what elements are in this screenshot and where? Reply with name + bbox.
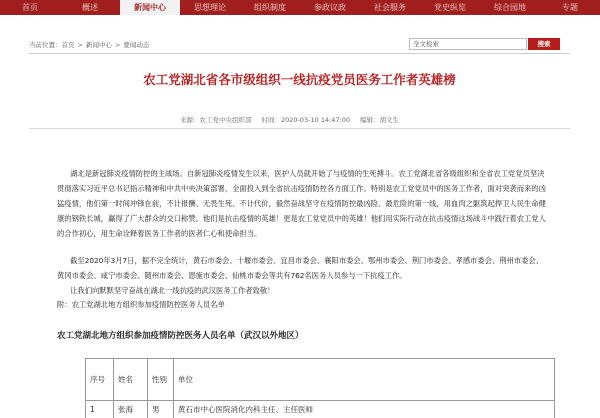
breadcrumb-item-news[interactable]: 要闻动态 bbox=[123, 41, 150, 49]
column-header-unit: 单位 bbox=[174, 359, 555, 401]
breadcrumb bbox=[29, 40, 149, 49]
breadcrumb-bar bbox=[29, 36, 570, 54]
nav-item-9[interactable]: 专题 bbox=[562, 3, 578, 12]
nav-item-8[interactable]: 综合园地 bbox=[494, 3, 526, 12]
column-header-sex: 性别 bbox=[148, 359, 174, 401]
column-header-index: 序号 bbox=[86, 359, 114, 401]
cell-unit: 黄石市中心医院消化内科主任、主任医师 bbox=[174, 401, 555, 418]
article-title: 农工党湖北省各市级组织一线抗疫党员医务工作者英雄榜 bbox=[143, 72, 456, 87]
members-table bbox=[85, 358, 555, 418]
top-navigation bbox=[0, 0, 600, 15]
column-header-name: 姓名 bbox=[114, 359, 148, 401]
list-heading: 农工党湖北地方组织参加疫情防控医务人员名单（武汉以外地区） bbox=[57, 331, 304, 341]
search-input[interactable]: 全文检索 bbox=[409, 38, 527, 50]
article-paragraph: 截至2020年3月7日，据不完全统计，黄石市委会、十堰市委会、宜昌市委会、襄阳市委会、鄂州市委会、荆门市委会、孝感市委会、荆州市委会、黄冈市委会、咸宁市委会、随州市委会、恩施市委会、仙桃市委会等共有762名医务人员参与一下抗疫工作。 bbox=[57, 256, 544, 280]
cell-index: 1 bbox=[86, 401, 114, 418]
article-time: 时间：2020-03-10 14:47:00 bbox=[261, 116, 351, 124]
article-editor: 编辑：胡文生 bbox=[360, 116, 400, 124]
nav-item-6[interactable]: 社会服务 bbox=[374, 3, 406, 12]
search-button[interactable]: 搜索 bbox=[528, 38, 560, 50]
breadcrumb-item-home[interactable]: 首页 bbox=[61, 41, 75, 49]
breadcrumb-separator: > bbox=[114, 40, 121, 49]
nav-item-4[interactable]: 组织制度 bbox=[254, 3, 286, 12]
table-row bbox=[86, 401, 555, 418]
article-meta bbox=[180, 115, 399, 124]
nav-item-7[interactable]: 党史纵览 bbox=[434, 3, 466, 12]
article-paragraph: 让我们向默默坚守奋战在湖北一线抗疫的武汉医务工作者致敬！ bbox=[70, 286, 275, 295]
breadcrumb-item-news-center[interactable]: 新闻中心 bbox=[85, 41, 112, 49]
nav-item-5[interactable]: 参政议政 bbox=[314, 3, 346, 12]
breadcrumb-separator: > bbox=[77, 40, 83, 49]
nav-item-1[interactable]: 概述 bbox=[82, 3, 98, 12]
divider bbox=[29, 128, 570, 129]
nav-item-2[interactable]: 新闻中心 bbox=[120, 0, 180, 15]
article-paragraph: 湖北是新冠肺炎疫情防控的主战场。自新冠肺炎疫情发生以来，医护人员就开始了与疫情的生死搏斗。农工党湖北省各级组织和全省农工党党员坚决贯彻落实习近平总书记指示精神和中共中央决策部署，全面投入到全省抗击疫情防控各方面工作。特别是农工党党员中的医务工作者，面对突袭而来的凶猛疫情，他们第一时间冲锋在前，不计报酬、无畏生死、不计代价，毅然奋战坚守在疫情防控最凶险、最危险的第一线，用血肉之躯筑起捍卫人民生命健康的钢铁长城，赢得了广大群众的交口称赞。他们是抗击疫情的英雄！更是农工党党员中的英雄！他们用实际行动在抗击疫情这场战斗中践行着农工党人的合作初心，用生命诠释着医务工作者的医者仁心和使命担当。 bbox=[57, 169, 546, 238]
breadcrumb-prefix: 当前位置： bbox=[29, 41, 62, 49]
table-header-row bbox=[86, 359, 555, 401]
nav-item-3[interactable]: 思想理论 bbox=[194, 3, 226, 12]
nav-item-0[interactable]: 首页 bbox=[22, 3, 38, 12]
cell-sex: 男 bbox=[148, 401, 174, 418]
article-appendix-note: 附：农工党湖北地方组织参加疫情防控医务人员名单 bbox=[57, 300, 225, 309]
cell-name: 张海 bbox=[114, 401, 148, 418]
article-source: 来源：农工党中央组织部 bbox=[180, 116, 252, 124]
